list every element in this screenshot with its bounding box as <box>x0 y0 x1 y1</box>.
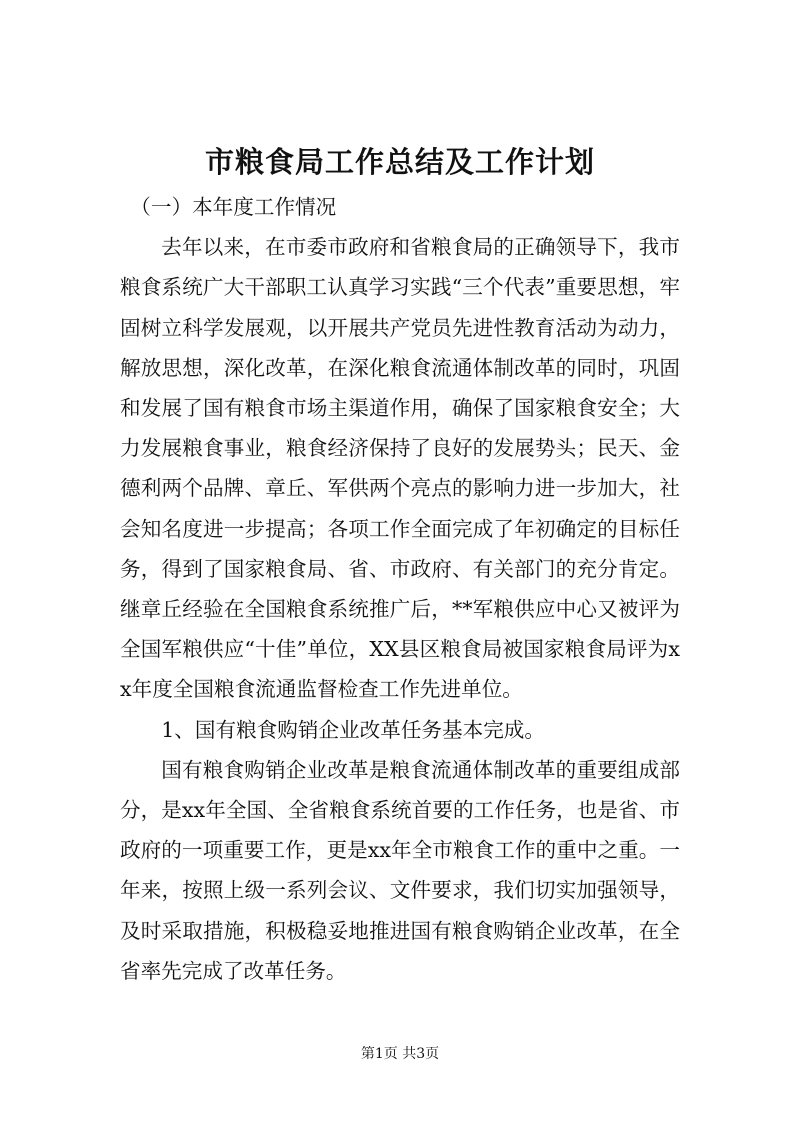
subsection-heading: 1、国有粮食购销企业改革任务基本完成。 <box>161 717 545 742</box>
paragraph: 去年以来，在市委市政府和省粮食局的正确领导下，我市粮食系统广大干部职工认真学习实践“三个代表”重要思想，牢固树立科学发展观，以开展共产党员先进性教育活动为动力，解放思想，深化改革，在深化粮食流通体制改革的同时，巩固和发展了国有粮食市场主渠道作用，确保了国家粮食安全；大力发展粮食事业，粮食经济保持了良好的发展势头；民天、金德利两个品牌、章丘、军供两个亮点的影响力进一步加大，社会知名度进一步提高；各项工作全面完成了年初确定的目标任务，得到了国家粮食局、省、市政府、有关部门的充分肯定。继章丘经验在全国粮食系统推广后，**军粮供应中心又被评为全国军粮供应“十佳”单位，XX县区粮食局被国家粮食局评为xx年度全国粮食流通监督检查工作先进单位。 <box>120 235 680 702</box>
section-heading: （一）本年度工作情况 <box>130 195 337 219</box>
document-title: 市粮食局工作总结及工作计划 <box>204 145 595 179</box>
paragraph: 国有粮食购销企业改革是粮食流通体制改革的重要组成部分，是xx年全国、全省粮食系统首要的工作任务，也是省、市政府的一项重要工作，更是xx年全市粮食工作的重中之重。一年来，按照上级一系列会议、文件要求，我们切实加强领导，及时采取措施，积极稳妥地推进国有粮食购销企业改革，在全省率先完成了改革任务。 <box>120 757 680 983</box>
page-footer: 第1页 共3页 <box>360 1046 440 1062</box>
document-body <box>120 187 680 991</box>
